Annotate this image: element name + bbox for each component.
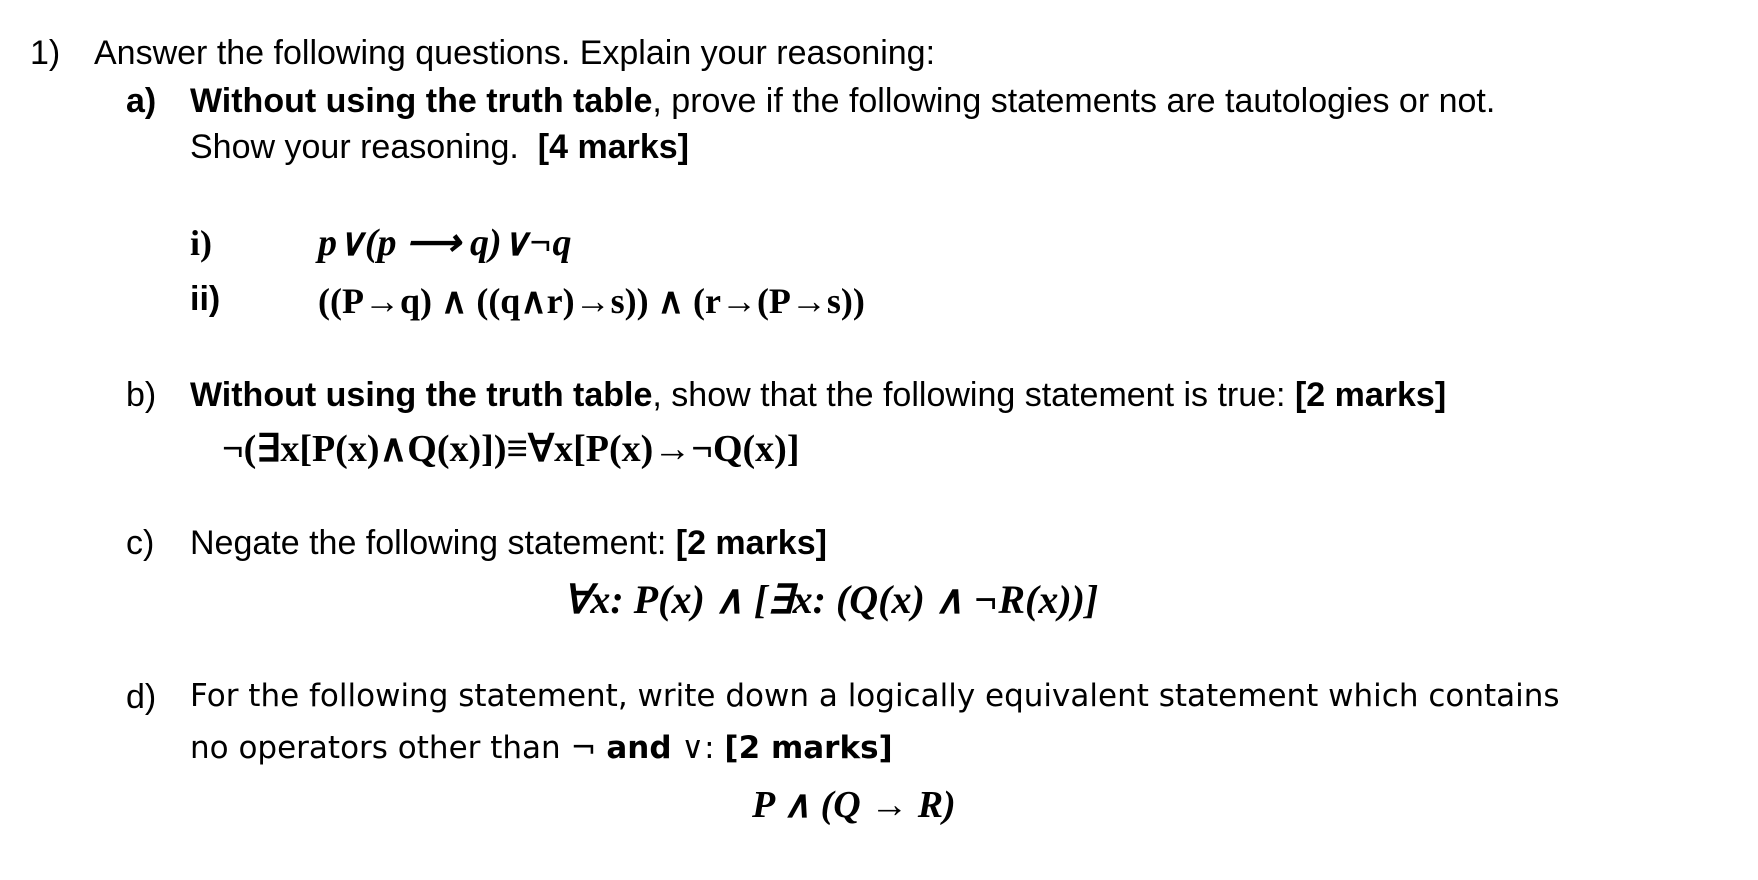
question-number: 1) [30,34,61,72]
part-c-formula: ∀x: P(x) ∧ [∃x: (Q(x) ∧ ¬R(x))] [563,577,1099,622]
part-a-line2 [190,128,689,167]
part-d-marks: [2 marks] [724,730,893,766]
part-d-line2-pre: no operators other than ¬ [190,730,597,766]
part-d-label: d) [126,678,157,716]
part-b-formula: ¬(∃x[P(x)∧Q(x)])≡∀x[P(x)→¬Q(x)] [222,428,800,470]
part-c-text: Negate the following statement: [190,524,667,562]
part-d-line2-and: and [606,730,672,766]
part-a-show-reasoning: Show your reasoning. [190,128,519,166]
part-c-line [190,524,827,563]
part-b-label: b) [126,376,157,414]
part-a-item-ii-label: ii) [190,280,221,318]
part-d-formula: P ∧ (Q → R) [752,784,956,826]
part-c-marks: [2 marks] [675,524,827,562]
part-d-line2 [190,730,893,766]
part-d-line1: For the following statement, write down a logically equivalent statement which contains [190,678,1560,714]
part-b-bold-lead: Without using the truth table [190,376,653,414]
part-a-bold-lead: Without using the truth table [190,82,653,120]
part-a-item-ii-formula: ((P→q) ∧ ((q∧r)→s)) ∧ (r→(P→s)) [318,281,865,321]
part-b-line [190,376,1446,415]
part-a-marks: [4 marks] [537,128,689,166]
question-intro: Answer the following questions. Explain your reasoning: [94,34,936,72]
part-b-rest: , show that the following statement is true: [652,376,1286,414]
part-a-line1 [190,82,1495,121]
part-b-marks: [2 marks] [1294,376,1447,414]
part-c-label: c) [126,524,155,562]
part-a-rest: , prove if the following statements are tautologies or not. [652,82,1496,120]
part-a-label: a) [126,82,157,120]
part-d-line2-post: ∨: [681,730,715,766]
part-a-item-i-label: i) [190,223,212,263]
part-a-item-i-formula: p∨(p ⟶ q)∨¬q [318,222,572,264]
